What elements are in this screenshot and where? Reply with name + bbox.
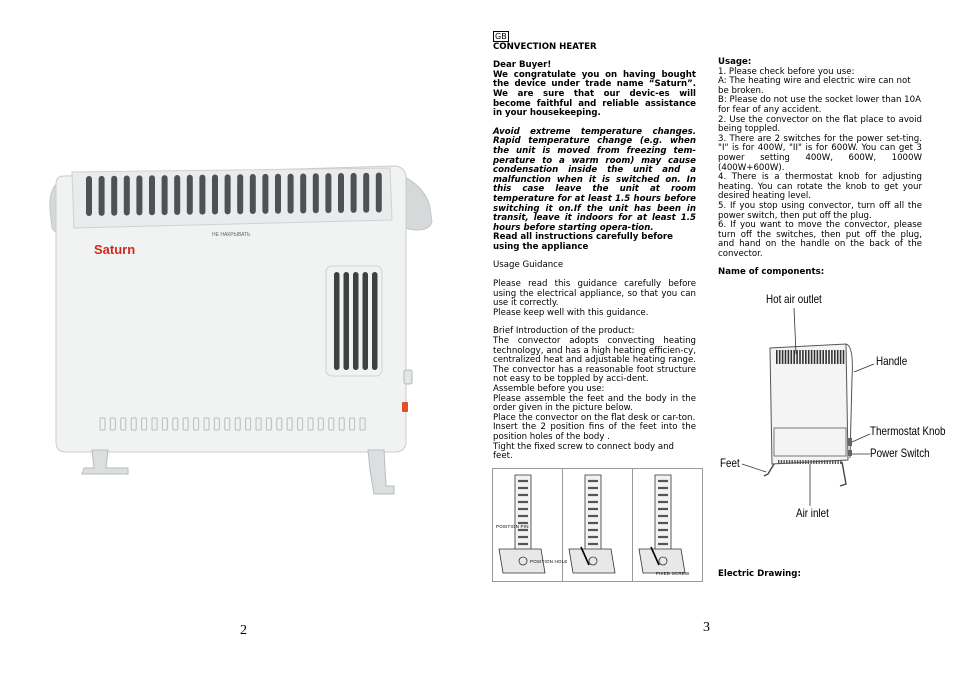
vent-slot [363,272,369,370]
label-thermostat-knob: Thermostat Knob [870,424,946,438]
page-number-right: 3 [703,620,710,635]
diagram-inlet-slot [832,460,833,464]
document-title: CONVECTION HEATER [493,41,597,52]
diagram-grille-slot [779,350,781,364]
heater-foot-left [82,450,128,474]
diagram-grille-slot [782,350,784,364]
grille-slot [99,176,105,216]
grille-slot [300,173,306,213]
diagram-grille-slot [837,350,839,364]
heater-photo [34,150,448,500]
usage-1: 1. Please check before you use: [718,66,855,77]
guidance-text-1: Please read this guidance carefully before using the electrical appliance, so that you can use it correctly. [493,279,696,309]
diagram-inlet-slot [829,460,830,464]
grille-slot [250,174,256,214]
grille-slot [212,175,218,215]
brand-logo: Saturn [94,242,136,257]
diagram-grille-slot [793,350,795,364]
diagram-grille-slot [831,350,833,364]
diagram-inlet-slot [840,460,841,464]
diagram-inlet-slot [808,460,809,464]
fixed-screw-label: FIXED SCREW [656,571,690,576]
assembly-figure [492,468,703,582]
diagram-grille-slot [791,350,793,364]
vent-slot [334,272,340,370]
grille-slot [187,175,193,215]
label-hot-air-outlet: Hot air outlet [766,292,822,306]
grille-slot [199,175,205,215]
usage-heading: Usage: [718,57,752,67]
usage-guidance-heading: Usage Guidance [493,260,564,271]
diagram-grille-slot [834,350,836,364]
grille-slot [288,174,294,214]
grille-slot [338,173,344,213]
column-1 [493,31,696,462]
heater-foot-right [368,450,394,494]
grille-slot [262,174,268,214]
usage-4: 4. There is a thermostat knob for adjusting heating. You can rotate the knob to get your desired heating level. [718,172,922,202]
diagram-inlet-slot [786,460,787,464]
diagram-inlet-slot [827,460,828,464]
power-switch [402,402,408,412]
diagram-inlet-slot [821,460,822,464]
usage-1a: A: The heating wire and electric wire can not be broken. [718,76,911,96]
read-instructions: Read all instructions carefully before using the appliance [493,232,673,252]
diagram-inlet-slot [837,460,838,464]
label-power-switch: Power Switch [870,446,930,460]
diagram-grille-slot [822,350,824,364]
grille-slot [124,176,130,216]
grille-slot [149,175,155,215]
assemble-step-2: Place the convector on the flat desk or car-ton. [493,412,696,423]
usage-2: 2. Use the convector on the flat place to avoid being toppled. [718,114,922,135]
diagram-grille-slot [843,350,845,364]
electric-drawing-heading: Electric Drawing: [718,569,801,579]
diagram-grille-slot [776,350,778,364]
warning-paragraph: Avoid extreme temperature changes. Rapid temperature change (e.g. when the unit is moved from freezing tem-perature to a warm room) may cause condensation inside the unit and a malfunction when it is switched on. In this case leave the unit at room temperature for at least 1.5 hours before switching it on.If the unit has been in transit, leave it indoors for at least 1.5 hours before starting opera-tion. [493,126,696,233]
grille-slot [136,175,142,215]
label-feet: Feet [720,456,740,470]
assembly-foot [639,549,685,573]
intro-paragraph: We congratulate you on having bought the device under trade name “Saturn”. We are sure that our devic-es will become faithful and reliable assistance in your housekeeping. [493,69,696,119]
assemble-step-3: Insert the 2 position fins of the feet into the position holes of the body . [493,422,696,442]
grille-slot [111,176,117,216]
grille-slot [376,173,382,213]
usage-3: 3. There are 2 switches for the power set-ting. "I" is for 400W, "II" is for 600W. You can get 3 power setting 400W, 600W, 1000W (400W+600W). [718,133,922,173]
brief-text: The convector adopts convecting heating technology, and has a high heating efficien-cy, centralized heat and adjustable heating range. The convector has a reasonable foot structure not easy to be toppled by acci-dent. [493,336,696,385]
grille-slot [325,173,331,213]
diagram-inlet-slot [813,460,814,464]
diagram-inlet-slot [797,460,798,464]
diagram-inlet-slot [805,460,806,464]
diagram-grille-slot [799,350,801,364]
diagram-grille-slot [808,350,810,364]
diagram-grille-slot [828,350,830,364]
brief-heading: Brief Introduction of the product: [493,326,635,337]
assemble-heading: Assemble before you use: [493,384,605,394]
diagram-inlet-slot [781,460,782,464]
diagram-grille-slot [840,350,842,364]
diagram-grille-slot [805,350,807,364]
grille-slot [162,175,168,215]
thermostat-knob [404,370,412,384]
diagram-grille-slot [785,350,787,364]
grille-slot [225,174,231,214]
diagram-grille-slot [788,350,790,364]
usage-1b: B: Please do not use the socket lower than 10A for fear of any accident. [718,95,921,115]
language-tag: GB [495,32,507,41]
assemble-step-1: Please assemble the feet and the body in the order given in the picture below. [493,393,696,414]
diagram-grille-slot [802,350,804,364]
usage-6: 6. If you want to move the convector, please turn off the switches, then put off the plug, and hand on the handle on the back of the convector. [718,220,922,259]
grille-slot [313,173,319,213]
grille-slot [174,175,180,215]
diagram-inlet-slot [794,460,795,464]
page-number-left: 2 [240,623,247,638]
usage-5: 5. If you stop using convector, turn off all the power switch, then put off the plug. [718,200,922,221]
vent-slot [353,272,359,370]
diagram-inlet-slot [824,460,825,464]
diagram-grille-slot [820,350,822,364]
diagram-grille-slot [796,350,798,364]
position-hole-label: POSITION HOLE [530,559,568,564]
grille-slot [86,176,92,216]
vent-slot [344,272,350,370]
diagram-inlet-slot [800,460,801,464]
position-pin-label: POSITION PIN [496,524,529,529]
diagram-inlet-slot [778,460,779,464]
diagram-grille-slot [814,350,816,364]
diagram-inlet-slot [810,460,811,464]
grille-slot [363,173,369,213]
greeting: Dear Buyer! [493,60,552,71]
assemble-step-4: Tight the fixed screw to connect body and feet. [493,441,675,462]
label-air-inlet: Air inlet [796,506,829,520]
diagram-inlet-slot [819,460,820,464]
label-handle: Handle [876,354,908,368]
components-diagram [718,288,948,528]
column-2 [718,58,922,278]
components-drawing [718,288,948,528]
grille-slot [237,174,243,214]
grille-slot [275,174,281,214]
guidance-text-2: Please keep well with this guidance. [493,307,649,318]
diagram-inlet-slot [835,460,836,464]
grille-slot [351,173,357,213]
diagram-grille-slot [811,350,813,364]
diagram-inlet-slot [783,460,784,464]
diagram-grille-slot [817,350,819,364]
diagram-inlet-slot [802,460,803,464]
assembly-foot [569,549,615,573]
vent-slot [372,272,378,370]
diagram-grille-slot [825,350,827,364]
warning-label: НЕ НАКРЫВАТЬ [212,232,251,238]
diagram-inlet-slot [789,460,790,464]
diagram-inlet-slot [792,460,793,464]
diagram-inlet-slot [816,460,817,464]
components-heading: Name of components: [718,267,825,278]
